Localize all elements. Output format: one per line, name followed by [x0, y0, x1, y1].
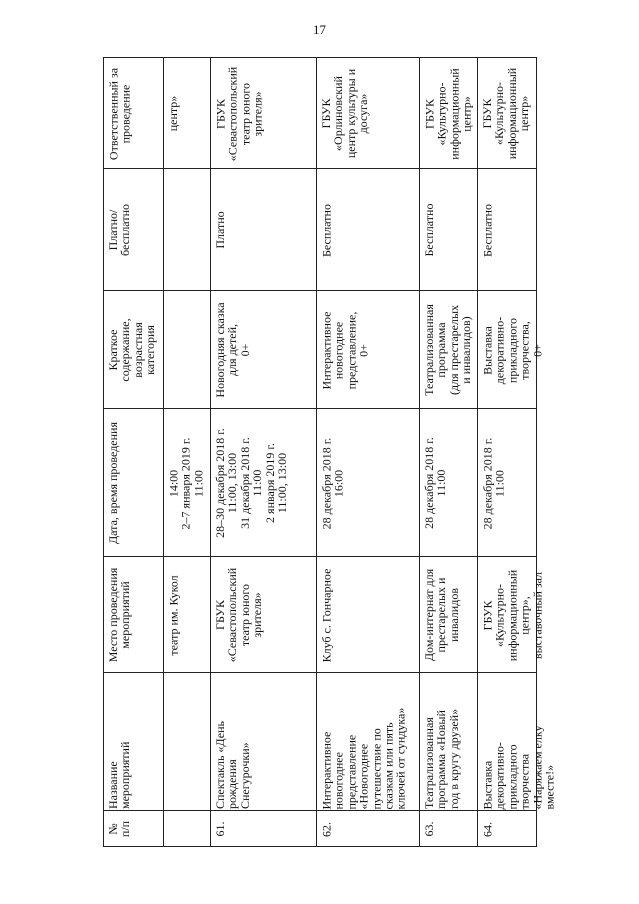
cell-paid: Бесплатно	[480, 203, 494, 257]
cell-date: 28–30 декабря 2018 г. 11:00, 13:00 31 декабря 2018 г. 11:00 2 января 2019 г. 11:00, 13:00	[213, 428, 290, 538]
cell-resp: ГБУК «Орлиновский центр культуры и досуга»	[319, 68, 371, 159]
cell-content: Выставка декоративно- прикладного творчества, 0+	[480, 316, 544, 384]
cell-name: Выставка декоративно- прикладного творчества «Наряжаем елку вместе!»	[480, 724, 557, 809]
cell-content	[165, 293, 208, 407]
header-name: Название мероприятий	[106, 741, 133, 809]
cell-place: театр им. Кукол	[166, 574, 180, 656]
table-row-rule	[419, 57, 420, 846]
page-number: 17	[313, 22, 326, 37]
table-row-rule	[210, 57, 211, 846]
header-content: Краткое содержание, возрастная категория	[106, 318, 158, 382]
table-column-rule	[103, 290, 537, 291]
cell-date: 14:00 2–7 января 2019 г. 11:00	[166, 437, 205, 529]
cell-date: 28 декабря 2018 г. 16:00	[319, 437, 346, 529]
table-column-rule	[103, 168, 537, 169]
cell-paid: Бесплатно	[422, 203, 436, 257]
cell-place: ГБУК «Культурно- информационный центр», выставочный зал	[480, 569, 544, 661]
cell-resp: ГБУК «Культурно- информационный центр»	[480, 67, 532, 160]
header-resp: Ответственный за проведение	[106, 67, 133, 160]
cell-date: 28 декабря 2018 г. 11:00	[422, 437, 449, 529]
cell-num	[165, 813, 208, 845]
header-date: Дата, время проведения	[106, 422, 120, 545]
table-column-rule	[103, 408, 537, 409]
cell-resp: ГБУК «Культурно- информационный центр»	[422, 67, 474, 160]
cell-paid	[165, 171, 208, 289]
table-column-rule	[103, 846, 537, 847]
cell-place: ГБУК «Севастопольский театр юного зрителя»	[213, 567, 265, 663]
cell-resp: ГБУК «Севастопольский театр юного зрителя»	[213, 66, 265, 161]
table-row-rule	[163, 57, 164, 846]
table-row-rule	[316, 57, 317, 846]
cell-name: Интерактивное новогоднее представление «Новогоднее путешествие по сказкам или пять ключей от сундука»	[319, 707, 408, 809]
cell-num: 63.	[422, 821, 436, 837]
cell-place: Клуб с. Гончарное	[319, 568, 333, 662]
cell-paid: Бесплатно	[319, 203, 333, 257]
header-num: № п/п	[106, 820, 133, 838]
table-column-rule	[103, 556, 537, 557]
table-row-rule	[477, 57, 478, 846]
cell-resp: центр»	[166, 95, 180, 132]
cell-num: 62.	[319, 821, 333, 837]
cell-paid: Платно	[213, 211, 227, 249]
cell-num: 64.	[480, 821, 494, 837]
cell-content: Интерактивное новогоднее представление, 0+	[319, 311, 371, 389]
header-paid: Платно/ бесплатно	[106, 204, 133, 256]
cell-content: Новогодняя сказка для детей, 0+	[213, 302, 252, 398]
cell-num: 61.	[213, 821, 227, 837]
table-column-rule	[103, 672, 537, 673]
cell-name: Театрализованная программа «Новый год в кругу друзей»	[422, 708, 461, 809]
cell-name	[165, 675, 208, 809]
table-column-rule	[103, 57, 537, 58]
cell-place: Дом-интернат для престарелых и инвалидов	[422, 568, 461, 662]
table-column-rule	[103, 810, 537, 811]
cell-name: Спектакль «День рождения Снегурочки»	[213, 721, 252, 809]
cell-content: Театрализованная программа (для престарелых и инвалидов)	[422, 304, 474, 396]
table-row-rule	[103, 57, 104, 846]
cell-date: 28 декабря 2018 г. 11:00	[480, 437, 507, 529]
header-place: Место проведения мероприятий	[106, 567, 133, 663]
